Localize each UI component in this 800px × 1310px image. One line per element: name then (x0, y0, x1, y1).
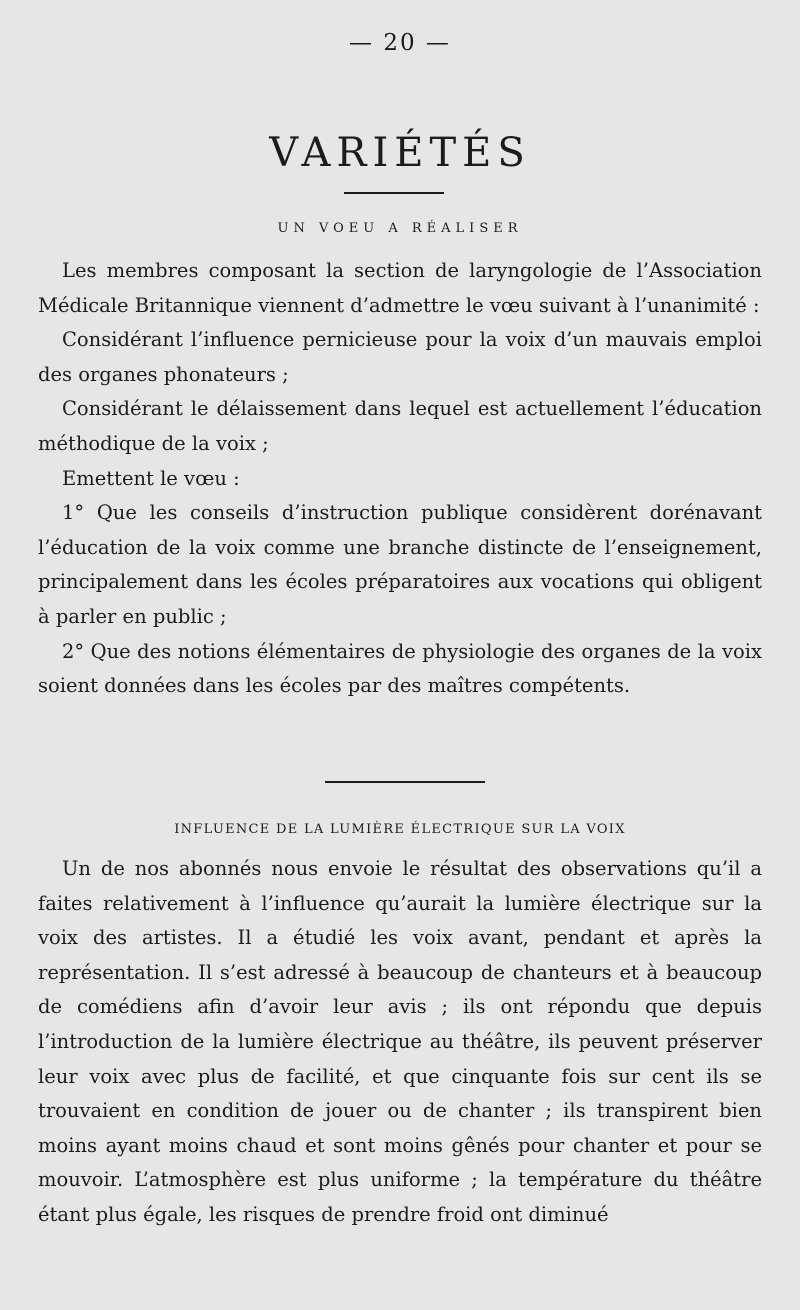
article-divider (325, 781, 485, 783)
article-1-paragraph: Considérant l’influence pernicieuse pour la voix d’un mauvais emploi des organes phonateurs ; (38, 328, 762, 386)
article-1-paragraph: 2° Que des notions élémentaires de physiologie des organes de la voix soient données dans les écoles par des maîtres compétents. (38, 639, 762, 698)
article-2-paragraph: Un de nos abonnés nous envoie le résultat des observations qu’il a faites relativement à l’influence qu’aurait la lumière électrique sur la voix des artistes. Il a étudié les voix avant, pendant et après la représentation. Il s’est adressé à beaucoup de chanteurs et à beaucoup de comédiens afin d’avoir leur avis ; ils ont répondu que depuis l’introduction de la lumière électrique au théâtre, ils peuvent préserver leur voix avec plus de facilité, et que cinquante fois sur cent ils se trouvaient en condition de jouer ou de chanter ; ils transpirent bien moins ayant moins chaud et sont moins gênés pour chanter et pour se mouvoir. L’atmosphère est plus uniforme ; la température du théâtre étant plus égale, les risques de prendre froid ont diminué (38, 857, 762, 1226)
section-title: VARIÉTÉS (269, 130, 531, 176)
title-divider (344, 192, 444, 194)
article-1-paragraph: 1° Que les conseils d’instruction publique considèrent dorénavant l’éducation de la voix comme une branche distincte de l’enseignement, principalement dans les écoles préparatoires aux vocations qui obligent à parler en public ; (38, 501, 762, 628)
article-2-heading: INFLUENCE DE LA LUMIÈRE ÉLECTRIQUE SUR LA VOIX (174, 822, 626, 837)
article-1-paragraph: Emettent le vœu : (62, 466, 240, 490)
page-number: — 20 — (349, 30, 451, 56)
article-1-paragraph: Considérant le délaissement dans lequel est actuellement l’éducation méthodique de la voix ; (38, 397, 762, 455)
article-1-paragraph: Les membres composant la section de laryngologie de l’Association Médicale Britannique viennent d’admettre le vœu suivant à l’unanimité : (38, 259, 762, 317)
article-1-body (38, 254, 762, 704)
article-1-heading: UN VOEU A RÉALISER (277, 221, 523, 236)
article-2-body (38, 852, 762, 1233)
